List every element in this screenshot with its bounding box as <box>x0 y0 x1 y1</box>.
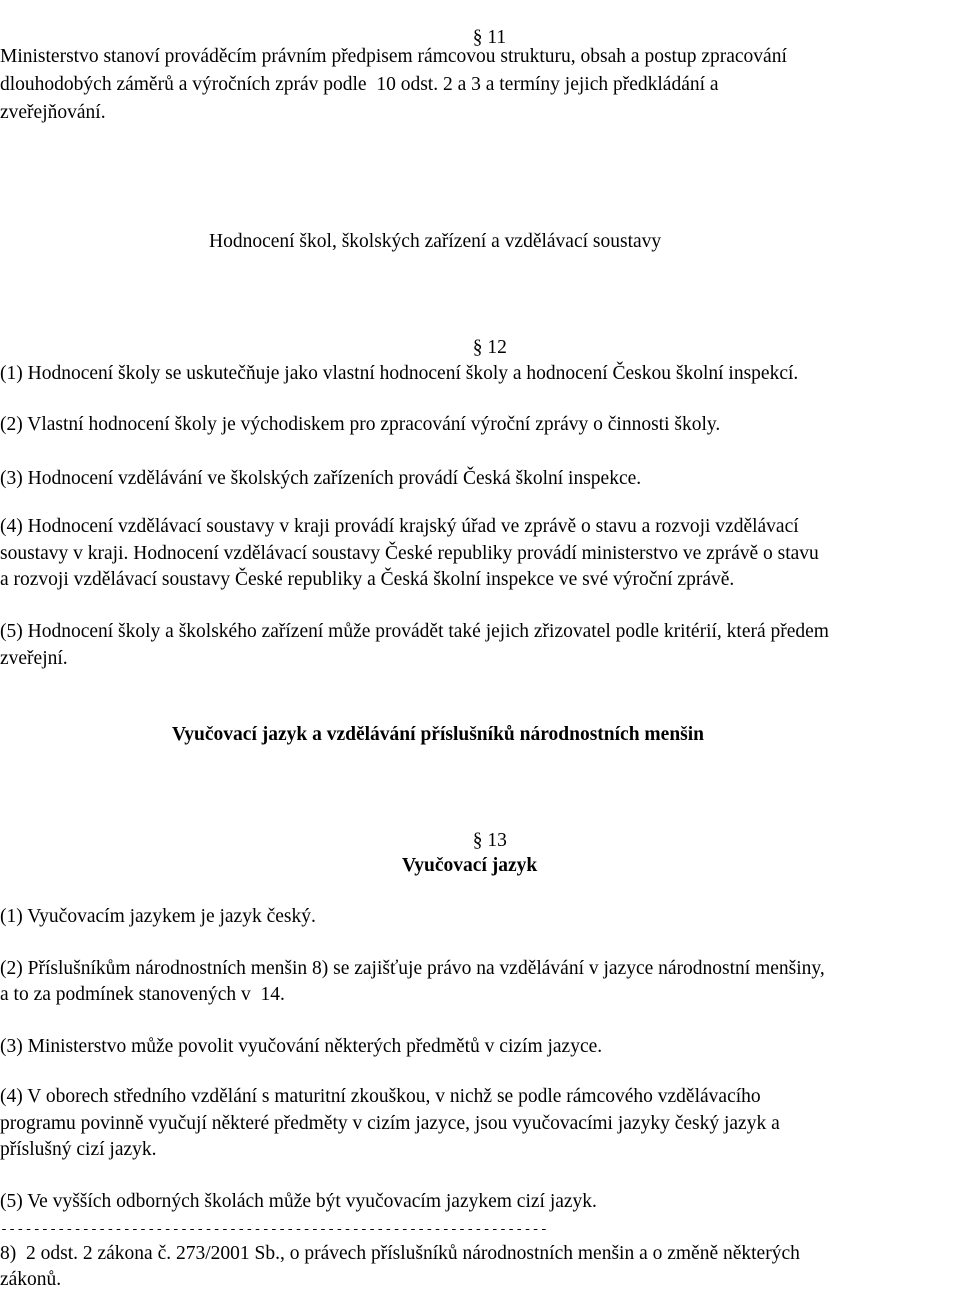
s13-paragraph-4-line-2: programu povinně vyučují některé předměty v cizím jazyce, jsou vyučovacími jazyky český jazyk a <box>0 1113 780 1134</box>
intro-line-3: zveřejňování. <box>0 102 106 123</box>
heading-hodnoceni: Hodnocení škol, školských zařízení a vzdělávací soustavy <box>209 231 662 252</box>
s13-paragraph-4-line-3: příslušný cizí jazyk. <box>0 1139 157 1160</box>
s13-paragraph-2-line-2: a to za podmínek stanovených v 14. <box>0 984 285 1005</box>
section-13-number <box>463 801 507 854</box>
s12-paragraph-5-line-1: (5) Hodnocení školy a školského zařízení může provádět také jejich zřizovatel podle kritérií, která předem <box>0 621 829 642</box>
section-number: 11 <box>487 26 507 48</box>
section-sign: § <box>472 336 483 358</box>
section-number: 12 <box>487 336 507 358</box>
intro-line-1: Ministerstvo stanoví prováděcím právním předpisem rámcovou strukturu, obsah a postup zpracování <box>0 46 787 67</box>
s12-paragraph-3: (3) Hodnocení vzdělávání ve školských zařízeních provádí Česká školní inspekce. <box>0 468 642 489</box>
heading-vyucovaci-jazyk: Vyučovací jazyk <box>402 855 538 876</box>
footnote-line-2: zákonů. <box>0 1269 62 1290</box>
s13-paragraph-3: (3) Ministerstvo může povolit vyučování některých předmětů v cizím jazyce. <box>0 1036 603 1057</box>
heading-vyucovaci-jazyk-mensiny: Vyučovací jazyk a vzdělávání příslušníků národnostních menšin <box>172 724 705 745</box>
s13-paragraph-1: (1) Vyučovacím jazykem je jazyk český. <box>0 906 316 927</box>
s13-paragraph-2-line-1: (2) Příslušníkům národnostních menšin 8) se zajišťuje právo na vzdělávání v jazyce národnostní menšiny, <box>0 958 825 979</box>
footnote-line-1: 8) 2 odst. 2 zákona č. 273/2001 Sb., o právech příslušníků národnostních menšin a o změně některých <box>0 1243 800 1264</box>
section-sign: § <box>472 26 483 48</box>
s13-paragraph-4-line-1: (4) V oborech středního vzdělání s maturitní zkouškou, v nichž se podle rámcového vzdělávacího <box>0 1086 761 1107</box>
section-12-number <box>463 308 507 361</box>
footnote-separator: ------------------------------------------------------------------- <box>0 1222 549 1237</box>
s12-paragraph-4-line-1: (4) Hodnocení vzdělávací soustavy v kraji provádí krajský úřad ve zprávě o stavu a rozvoji vzdělávací <box>0 516 799 537</box>
intro-line-2: dlouhodobých záměrů a výročních zpráv podle 10 odst. 2 a 3 a termíny jejich předkládání a <box>0 74 719 95</box>
section-sign: § <box>472 829 483 851</box>
s13-paragraph-5: (5) Ve vyšších odborných školách může být vyučovacím jazykem cizí jazyk. <box>0 1191 597 1212</box>
s12-paragraph-4-line-3: a rozvoji vzdělávací soustavy České republiky a Česká školní inspekce ve své výroční zprávě. <box>0 569 735 590</box>
s12-paragraph-5-line-2: zveřejní. <box>0 648 68 669</box>
section-number: 13 <box>487 829 507 851</box>
s12-paragraph-1: (1) Hodnocení školy se uskutečňuje jako vlastní hodnocení školy a hodnocení Českou školní inspekcí. <box>0 363 799 384</box>
s12-paragraph-2: (2) Vlastní hodnocení školy je východiskem pro zpracování výroční zprávy o činnosti školy. <box>0 414 721 435</box>
s12-paragraph-4-line-2: soustavy v kraji. Hodnocení vzdělávací soustavy České republiky provádí ministerstvo ve zprávě o stavu <box>0 543 819 564</box>
